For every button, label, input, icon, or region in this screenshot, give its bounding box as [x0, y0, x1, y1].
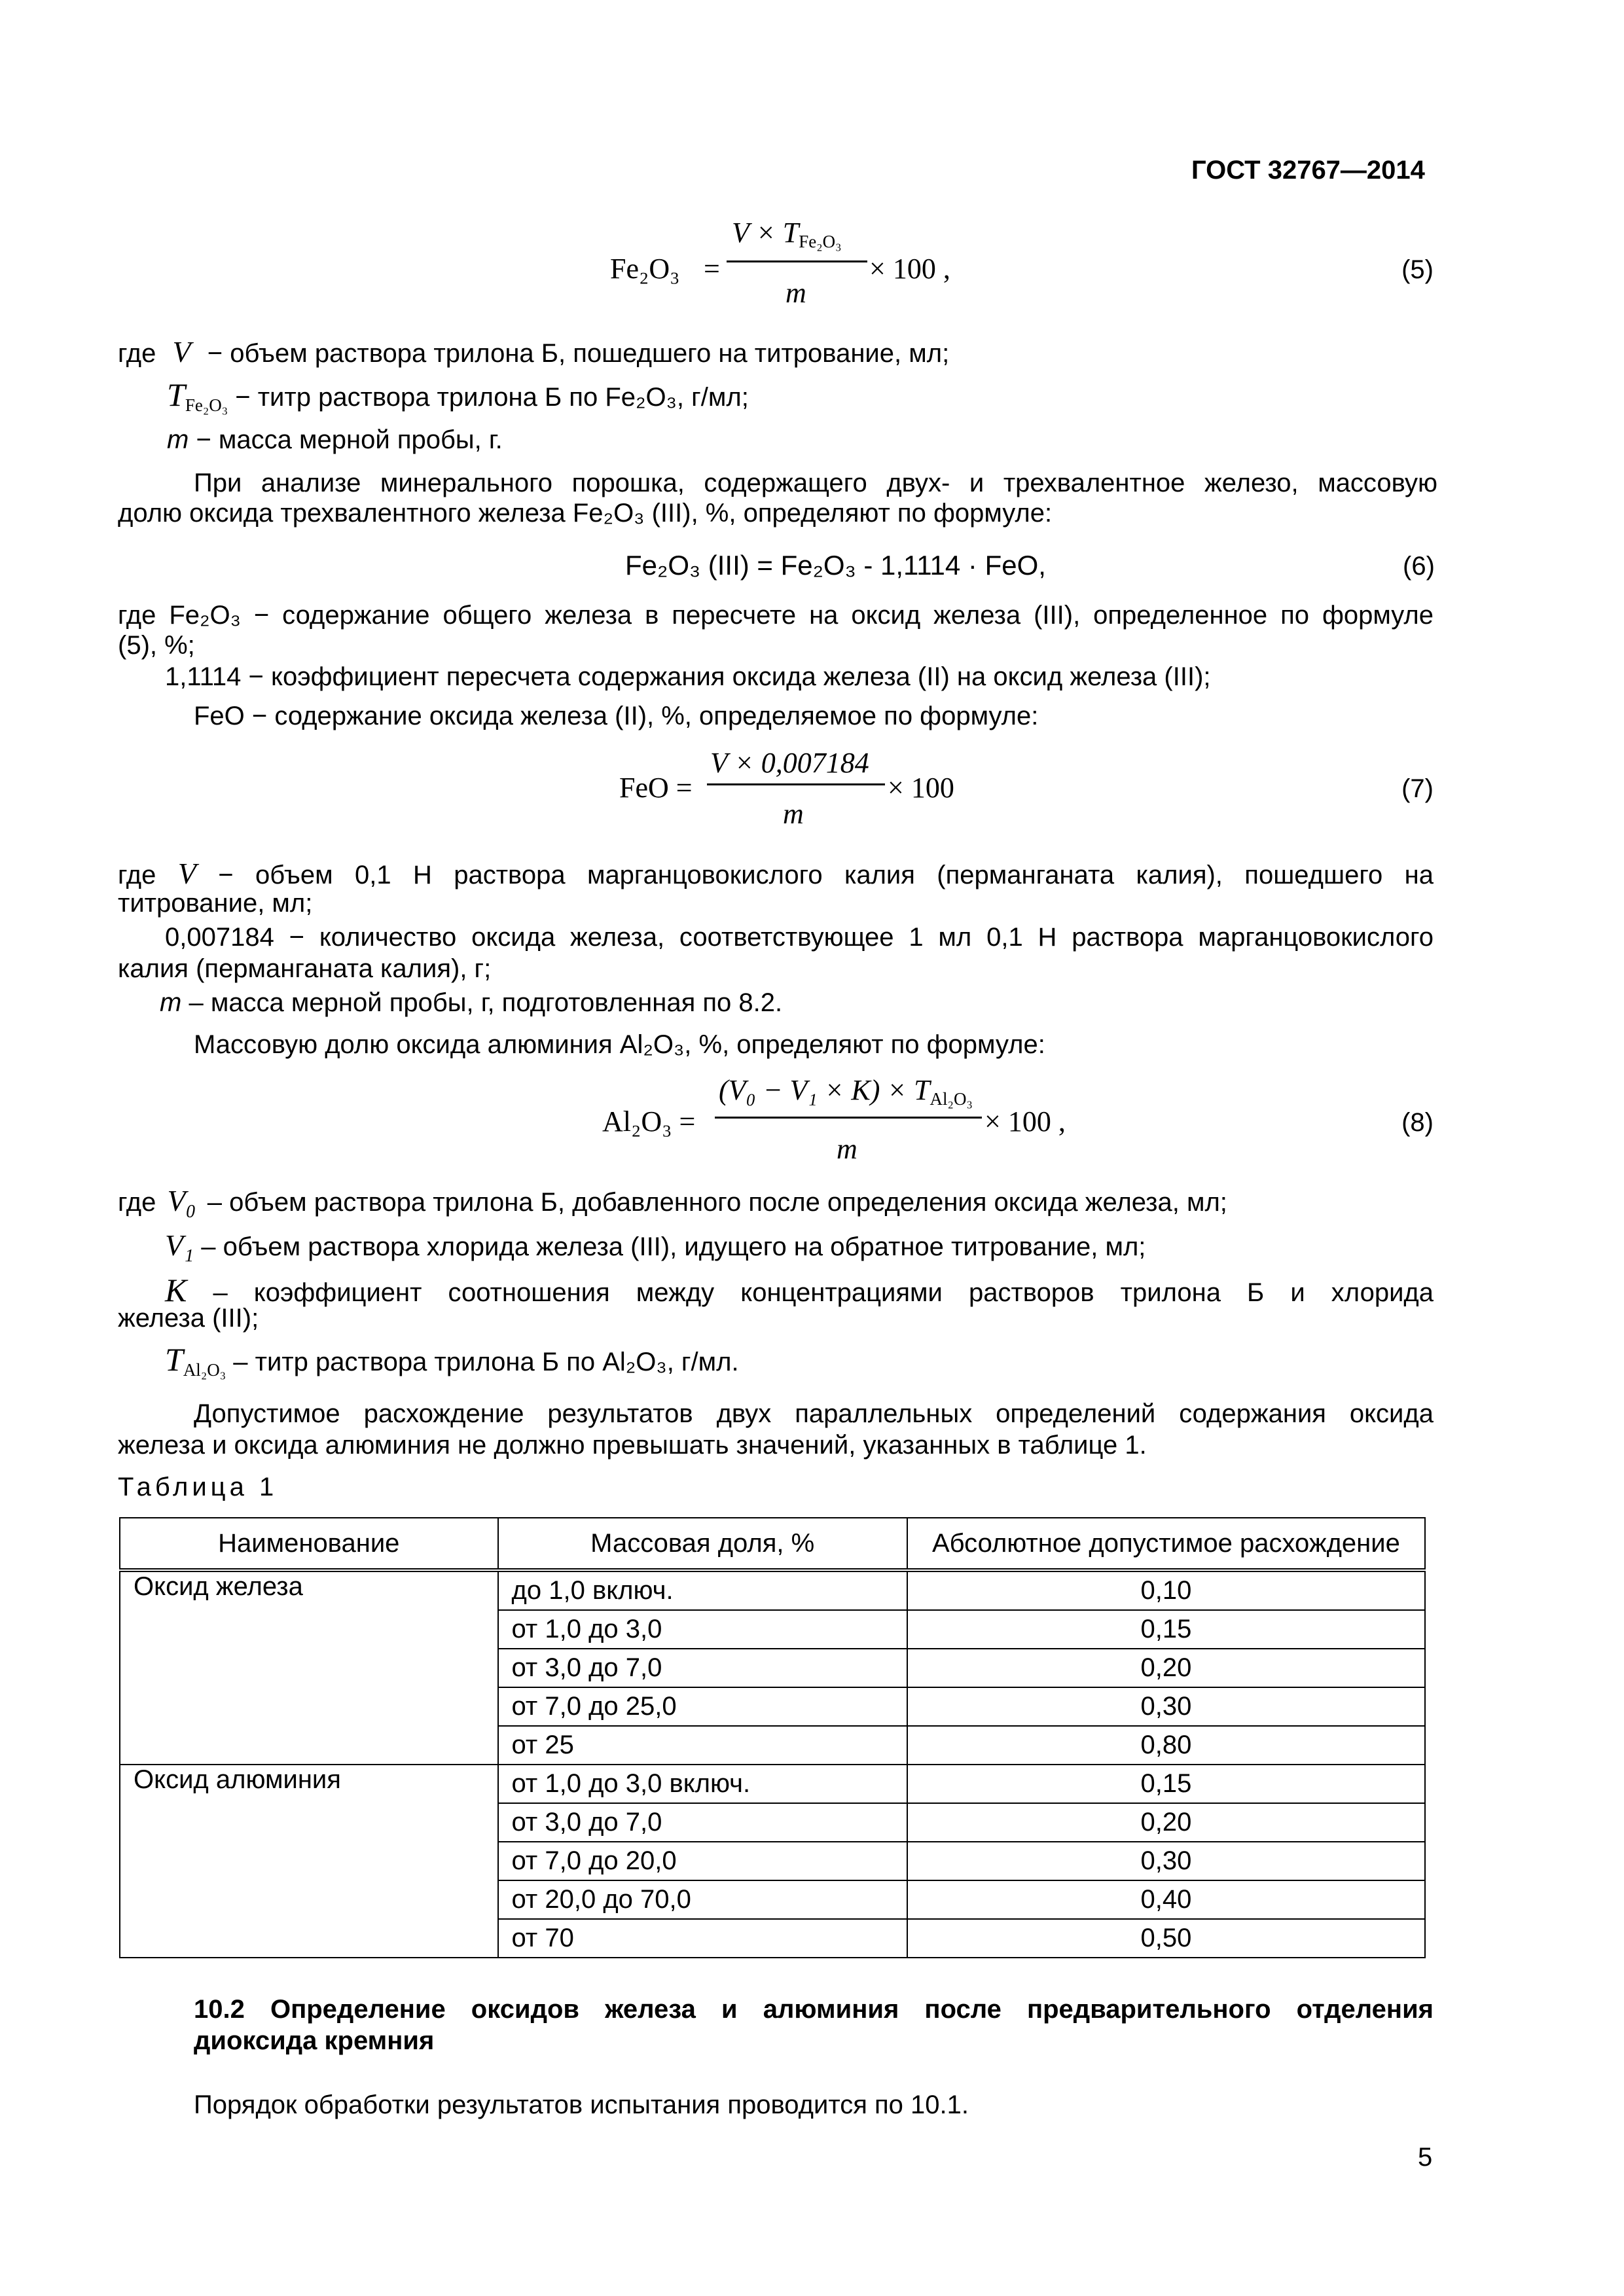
formula-5-tail: × 100 ,	[869, 253, 950, 285]
paragraph-3-line-1: Допустимое расхождение результатов двух параллельных определений содержания оксида	[194, 1399, 1434, 1428]
formula-8	[0, 1073, 1434, 1172]
table-cell-value: 0,15	[907, 1610, 1425, 1649]
table-cell-range: от 25	[498, 1726, 907, 1765]
formula-7-denominator: m	[783, 798, 804, 830]
table-cell-range: от 1,0 до 3,0	[498, 1610, 907, 1649]
table-cell-value: 0,30	[907, 1687, 1425, 1726]
table-row	[120, 1570, 1425, 1610]
def-coefficient: 1,1114 − коэффициент пересчета содержания оксида железа (II) на оксид железа (III);	[165, 662, 1211, 691]
def-v1: V₁ – объем раствора хлорида железа (III), идущего на обратное титрование, мл;	[165, 1229, 1146, 1262]
section-heading-line-2: диоксида кремния	[194, 2026, 435, 2055]
paragraph-1-line-1: При анализе минерального порошка, содержащего двух- и трехвалентное железо, массовую	[194, 469, 1437, 497]
table-cell-value: 0,40	[907, 1880, 1425, 1919]
table-cell-range: от 7,0 до 25,0	[498, 1687, 907, 1726]
def-v: где V − объем раствора трилона Б, пошедшего на титрование, мл;	[118, 335, 950, 368]
table-cell-value: 0,15	[907, 1765, 1425, 1803]
table-group-name: Оксид железа	[120, 1570, 498, 1765]
formula-6: Fe₂O₃ (III) = Fe₂O₃ - 1,1114 · FeO,	[625, 550, 1046, 581]
formula-5: Fe₂O₃ = $V \times T_{Fe_2O_3}$ m × 100 , (5)	[610, 217, 1434, 309]
table-header-mass-fraction: Массовая доля, %	[498, 1518, 907, 1570]
formula-7-lhs: FeO =	[619, 772, 693, 804]
table-cell-range: от 1,0 до 3,0 включ.	[498, 1765, 907, 1803]
paragraph-3-line-2: железа и оксида алюминия не должно превышать значений, указанных в таблице 1.	[118, 1431, 1147, 1460]
formula-7-tail: × 100	[888, 772, 954, 804]
table-cell-value: 0,30	[907, 1842, 1425, 1880]
section-body: Порядок обработки результатов испытания проводится по 10.1.	[194, 2090, 969, 2119]
formula-8-tail: × 100 ,	[984, 1105, 1066, 1138]
page-number: 5	[1418, 2143, 1433, 2172]
table-cell-range: от 70	[498, 1919, 907, 1958]
def-0007184-line-1: 0,007184 − количество оксида железа, соответствующее 1 мл 0,1 Н раствора марганцовокислого	[165, 923, 1434, 952]
formula-8-numerator: $(V_0 - V_1 \times K) \times T_{Al_2O_3}$	[719, 1074, 973, 1109]
table-1	[119, 1517, 1426, 1958]
table-cell-range: от 20,0 до 70,0	[498, 1880, 907, 1919]
def-fe2o3-line-2: (5), %;	[118, 631, 195, 660]
formula-7-numerator: V × 0,007184	[710, 747, 869, 779]
table-cell-range: от 3,0 до 7,0	[498, 1803, 907, 1842]
doc-code: ГОСТ 32767—2014	[1191, 156, 1425, 185]
def-v-kmno4-line-2: титрование, мл;	[118, 889, 313, 918]
formula-6-number: (6)	[1403, 552, 1435, 581]
def-m: m − масса мерной пробы, г.	[167, 425, 503, 454]
def-k-line-1: K – коэффициент соотношения между концентрациями растворов трилона Б и хлорида	[165, 1272, 1434, 1308]
table-header-name: Наименование	[120, 1518, 498, 1570]
formula-8-lhs: Al₂O₃ =	[602, 1105, 696, 1138]
formula-8-number: (8)	[1401, 1108, 1434, 1137]
table-cell-range: от 7,0 до 20,0	[498, 1842, 907, 1880]
formula-8-denominator: m	[837, 1133, 857, 1165]
def-0007184-line-2: калия (перманганата калия), г;	[118, 954, 492, 983]
formula-5-lhs: Fe₂O₃	[610, 253, 680, 285]
table-cell-range: до 1,0 включ.	[498, 1570, 907, 1610]
def-feo: FeO − содержание оксида железа (II), %, определяемое по формуле:	[194, 702, 1039, 730]
section-heading-line-1: 10.2 Определение оксидов железа и алюминия после предварительного отделения	[194, 1995, 1434, 2024]
table-cell-value: 0,50	[907, 1919, 1425, 1958]
table-cell-value: 0,80	[907, 1726, 1425, 1765]
table-caption: Таблица 1	[118, 1473, 278, 1501]
paragraph-2: Массовую долю оксида алюминия Al₂O₃, %, определяют по формуле:	[194, 1030, 1045, 1059]
formula-5-numerator: $V \times T_{Fe_2O_3}$	[732, 217, 842, 251]
formula-7-number: (7)	[1401, 774, 1434, 803]
paragraph-1-line-2: долю оксида трехвалентного железа Fe₂O₃ (III), %, определяют по формуле:	[118, 499, 1053, 528]
table-group-name: Оксид алюминия	[120, 1765, 498, 1958]
def-t-al2o3: $T_{Al_2O_3}$ – титр раствора трилона Б по Al₂O₃, г/мл.	[165, 1341, 739, 1380]
table-cell-value: 0,20	[907, 1649, 1425, 1687]
formula-7	[0, 746, 1434, 844]
formula-5-number: (5)	[1401, 255, 1434, 284]
table-header-tolerance: Абсолютное допустимое расхождение	[907, 1518, 1425, 1570]
def-t-fe2o3: $T_{Fe_2O_3}$ − титр раствора трилона Б по Fe₂O₃, г/мл;	[167, 376, 749, 415]
formula-5-denominator: m	[785, 277, 806, 309]
def-fe2o3-line-1: где Fe₂O₃ − содержание общего железа в пересчете на оксид железа (III), определенное по формуле	[118, 601, 1434, 630]
table-row	[120, 1765, 1425, 1803]
def-v-kmno4-line-1: где V − объем 0,1 Н раствора марганцовокислого калия (перманганата калия), пошедшего на	[118, 857, 1434, 890]
table-cell-value: 0,10	[907, 1570, 1425, 1610]
def-v0: где V₀ – объем раствора трилона Б, добавленного после определения оксида железа, мл;	[118, 1184, 1227, 1217]
table-cell-range: от 3,0 до 7,0	[498, 1649, 907, 1687]
table-cell-value: 0,20	[907, 1803, 1425, 1842]
def-m-2: m – масса мерной пробы, г, подготовленная по 8.2.	[160, 988, 783, 1017]
def-k-line-2: железа (III);	[118, 1304, 259, 1333]
